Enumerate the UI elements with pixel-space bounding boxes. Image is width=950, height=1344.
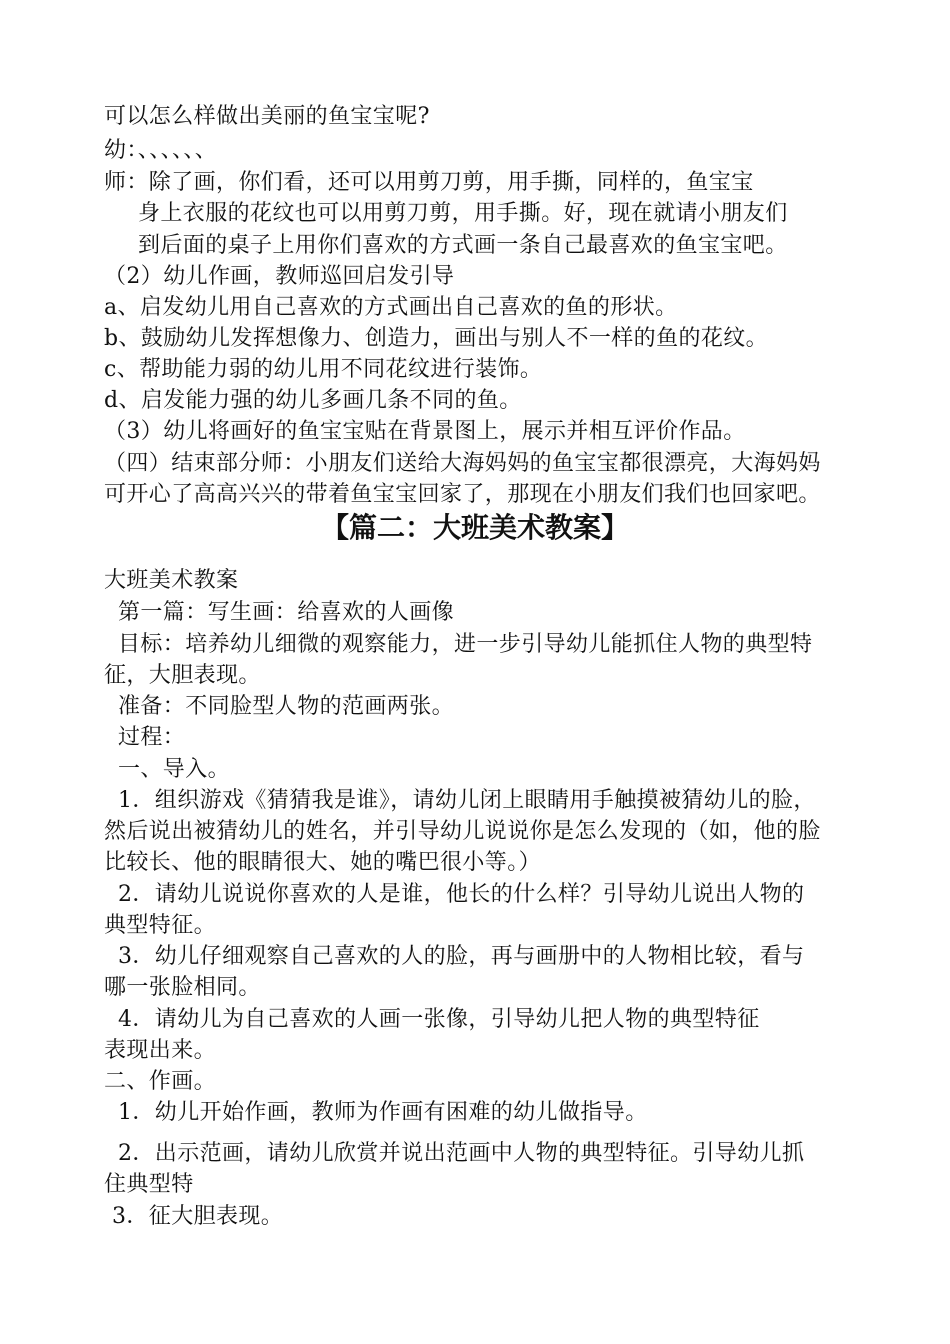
text-line: 3．征大胆表现。 xyxy=(112,1204,284,1229)
text-line: 二、作画。 xyxy=(104,1069,217,1094)
text-line: 住典型特 xyxy=(104,1172,194,1197)
text-line: 目标：培养幼儿细微的观察能力，进一步引导幼儿能抓住人物的典型特 xyxy=(118,632,813,657)
text-line: （四）结束部分师：小朋友们送给大海妈妈的鱼宝宝都很漂亮，大海妈妈 xyxy=(104,451,821,476)
text-line: 1．幼儿开始作画，教师为作画有困难的幼儿做指导。 xyxy=(118,1100,648,1125)
text-line: 一、导入。 xyxy=(118,757,231,782)
text-line: 征，大胆表现。 xyxy=(104,663,261,688)
text-line: 表现出来。 xyxy=(104,1038,217,1063)
text-line: 师：除了画，你们看，还可以用剪刀剪，用手撕，同样的，鱼宝宝 xyxy=(104,170,754,195)
text-line: 比较长、他的眼睛很大、她的嘴巴很小等。） xyxy=(104,850,542,875)
text-line: 身上衣服的花纹也可以用剪刀剪，用手撕。好，现在就请小朋友们 xyxy=(138,201,788,226)
text-line: 可开心了高高兴兴的带着鱼宝宝回家了，那现在小朋友们我们也回家吧。 xyxy=(104,482,821,507)
text-line: 大班美术教案 xyxy=(104,568,239,593)
text-line: （2）幼儿作画，教师巡回启发引导 xyxy=(104,264,455,289)
text-line: 幼：、、、、、、 xyxy=(104,138,218,163)
text-line: a、启发幼儿用自己喜欢的方式画出自己喜欢的鱼的形状。 xyxy=(104,295,678,320)
text-line: 2．请幼儿说说你喜欢的人是谁，他长的什么样？引导幼儿说出人物的 xyxy=(118,882,805,907)
text-line: 典型特征。 xyxy=(104,913,217,938)
text-line: 过程： xyxy=(118,725,186,750)
text-line: 然后说出被猜幼儿的姓名，并引导幼儿说说你是怎么发现的（如，他的脸 xyxy=(104,819,821,844)
text-line: c、帮助能力弱的幼儿用不同花纹进行装饰。 xyxy=(104,357,543,382)
text-line: 第一篇：写生画：给喜欢的人画像 xyxy=(118,600,455,625)
text-line: b、鼓励幼儿发挥想像力、创造力，画出与别人不一样的鱼的花纹。 xyxy=(104,326,769,351)
section-title: 【篇二：大班美术教案】 xyxy=(320,511,629,544)
text-line: d、启发能力强的幼儿多画几条不同的鱼。 xyxy=(104,388,522,413)
text-line: 2．出示范画，请幼儿欣赏并说出范画中人物的典型特征。引导幼儿抓 xyxy=(118,1141,805,1166)
text-line: 到后面的桌子上用你们喜欢的方式画一条自己最喜欢的鱼宝宝吧。 xyxy=(138,233,788,258)
text-line: 准备：不同脸型人物的范画两张。 xyxy=(118,694,455,719)
text-line: （3）幼儿将画好的鱼宝宝贴在背景图上，展示并相互评价作品。 xyxy=(104,419,746,444)
text-line: 哪一张脸相同。 xyxy=(104,975,261,1000)
text-line: 3．幼儿仔细观察自己喜欢的人的脸，再与画册中的人物相比较，看与 xyxy=(118,944,805,969)
text-line: 可以怎么样做出美丽的鱼宝宝呢? xyxy=(104,104,430,129)
text-line: 1．组织游戏《猜猜我是谁》，请幼儿闭上眼睛用手触摸被猜幼儿的脸， xyxy=(118,788,816,813)
text-line: 4．请幼儿为自己喜欢的人画一张像，引导幼儿把人物的典型特征 xyxy=(118,1007,760,1032)
